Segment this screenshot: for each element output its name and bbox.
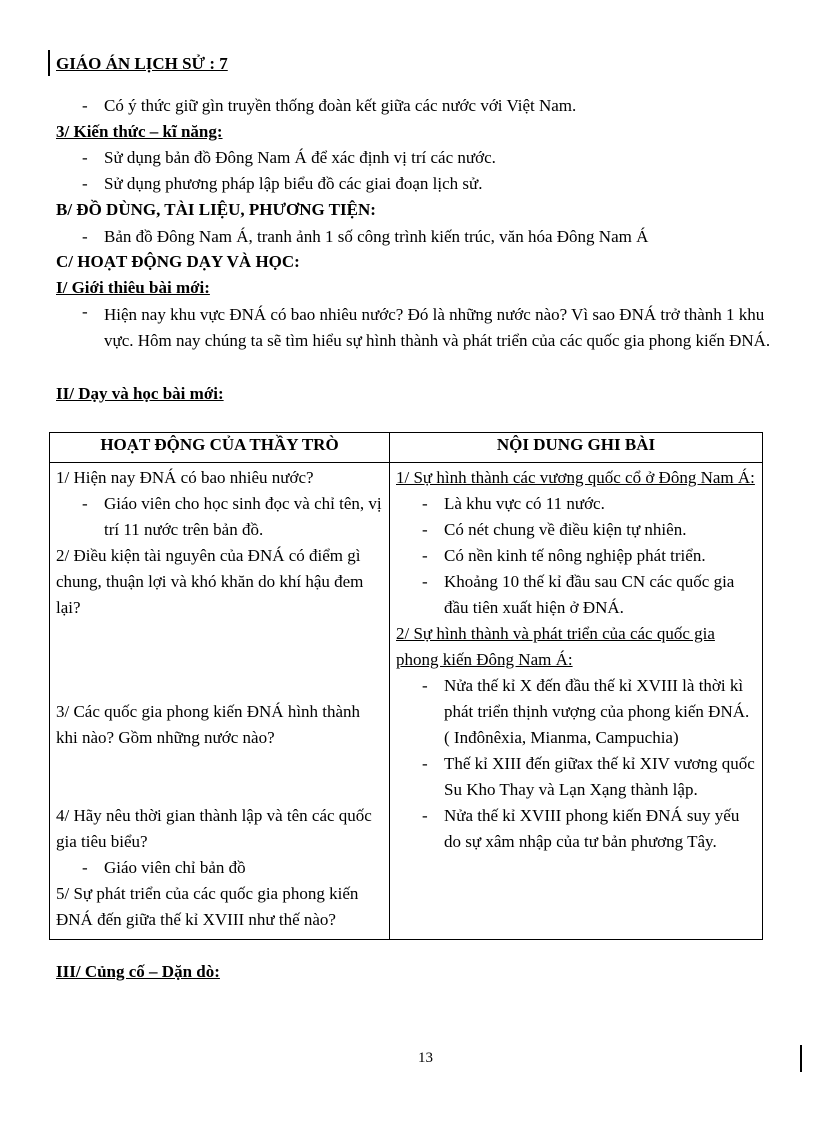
item-text: Là khu vực có 11 nước. bbox=[444, 494, 605, 513]
note-text: Giáo viên chỉ bản đồ bbox=[104, 858, 246, 877]
item-text: Khoảng 10 thế kỉ đầu sau CN các quốc gia đầu tiên xuất hiện ở ĐNÁ. bbox=[444, 572, 735, 617]
bullet-dash: - bbox=[422, 754, 428, 773]
materials-item: Bản đồ Đông Nam Á, tranh ảnh 1 số công trình kiến trúc, văn hóa Đông Nam Á bbox=[104, 227, 649, 246]
materials-heading: B/ ĐỒ DÙNG, TÀI LIỆU, PHƯƠNG TIỆN: bbox=[56, 200, 376, 219]
bullet-dash: - bbox=[422, 520, 428, 539]
bullet-dash: - bbox=[82, 96, 88, 115]
section-2-heading: 2/ Sự hình thành và phát triển của các quốc gia phong kiến Đông Nam Á: bbox=[396, 624, 715, 669]
skills-item: Sử dụng phương pháp lập biểu đồ các giai đoạn lịch sử. bbox=[104, 174, 483, 193]
bullet-dash: - bbox=[82, 148, 88, 167]
section-2-item bbox=[396, 803, 758, 855]
bullet-dash: - bbox=[82, 858, 88, 877]
question-3: 3/ Các quốc gia phong kiến ĐNÁ hình thành khi nào? Gồm những nước nào? bbox=[56, 702, 361, 747]
item-text: Nửa thế kỉ X đến đầu thế kỉ XVIII là thời kì phát triển thịnh vượng của phong kiến ĐNÁ. ( Inđônêxia, Mianma, Campuchia) bbox=[444, 676, 750, 747]
intro-bullet-text: Có ý thức giữ gìn truyền thống đoàn kết giữa các nước với Việt Nam. bbox=[104, 96, 577, 115]
item-text: Nửa thế kỉ XVIII phong kiến ĐNÁ suy yếu do sự xâm nhập của tư bản phương Tây. bbox=[444, 806, 740, 851]
review-heading: III/ Củng cố – Dặn dò: bbox=[56, 962, 220, 981]
bullet-dash: - bbox=[82, 302, 88, 321]
question-5: 5/ Sự phát triển của các quốc gia phong kiến ĐNÁ đến giữa thế kỉ XVIII như thế nào? bbox=[56, 884, 359, 929]
bullet-dash: - bbox=[82, 227, 88, 246]
item-text: Có nền kinh tế nông nghiệp phát triển. bbox=[444, 546, 706, 565]
lesson-table bbox=[49, 432, 763, 940]
question-4: 4/ Hãy nêu thời gian thành lập và tên các quốc gia tiêu biểu? bbox=[56, 806, 372, 851]
activities-cell bbox=[50, 463, 390, 940]
intro-paragraph: Hiện nay khu vực ĐNÁ có bao nhiêu nước? Đó là những nước nào? Vì sao ĐNÁ trở thành 1 khu vực. Hôm nay chúng ta sẽ tìm hiểu sự hình thành và phát triển của các quốc gia phong kiến ĐNÁ. bbox=[104, 305, 771, 350]
section-1-item bbox=[396, 543, 758, 569]
spacer bbox=[56, 751, 385, 803]
question-2: 2/ Điều kiện tài nguyên của ĐNÁ có điểm gì chung, thuận lợi và khó khăn do khí hậu đem lại? bbox=[56, 546, 364, 617]
table-row bbox=[50, 463, 763, 940]
section-1-item bbox=[396, 517, 758, 543]
bullet-dash: - bbox=[422, 806, 428, 825]
footer-right-bar bbox=[800, 1045, 802, 1072]
table-header-row bbox=[50, 433, 763, 463]
item-text: Thế kỉ XIII đến giữax thế kỉ XIV vương quốc Su Kho Thay và Lạn Xạng thành lập. bbox=[444, 754, 755, 799]
note-text: Giáo viên cho học sinh đọc và chỉ tên, vị trí 11 nước trên bản đồ. bbox=[104, 494, 382, 539]
lesson-heading: II/ Dạy và học bài mới: bbox=[56, 384, 224, 403]
bullet-dash: - bbox=[422, 676, 428, 695]
question-1: 1/ Hiện nay ĐNÁ có bao nhiêu nước? bbox=[56, 468, 314, 487]
bullet-dash: - bbox=[422, 494, 428, 513]
section-2-item bbox=[396, 751, 758, 803]
content-cell bbox=[390, 463, 763, 940]
question-4-note bbox=[56, 855, 385, 881]
header-teacher-student-activity: HOẠT ĐỘNG CỦA THẦY TRÒ bbox=[50, 433, 390, 463]
question-1-note bbox=[56, 491, 385, 543]
item-text: Có nét chung về điều kiện tự nhiên. bbox=[444, 520, 687, 539]
page-number: 13 bbox=[418, 1050, 433, 1066]
intro-heading: I/ Giới thiêu bài mới: bbox=[56, 278, 210, 297]
header-left-bar bbox=[48, 50, 50, 76]
bullet-dash: - bbox=[82, 494, 88, 513]
skills-item: Sử dụng bản đồ Đông Nam Á để xác định vị trí các nước. bbox=[104, 148, 496, 167]
section-1-item bbox=[396, 569, 758, 621]
activities-heading: C/ HOẠT ĐỘNG DẠY VÀ HỌC: bbox=[56, 252, 300, 271]
spacer bbox=[56, 621, 385, 699]
document-title: GIÁO ÁN LỊCH SỬ : 7 bbox=[56, 54, 228, 73]
header-lesson-content: NỘI DUNG GHI BÀI bbox=[390, 433, 763, 463]
skills-heading: 3/ Kiến thức – kĩ năng: bbox=[56, 122, 223, 141]
section-1-item bbox=[396, 491, 758, 517]
bullet-dash: - bbox=[422, 546, 428, 565]
section-1-heading: 1/ Sự hình thành các vương quốc cổ ở Đông Nam Á: bbox=[396, 468, 755, 487]
bullet-dash: - bbox=[422, 572, 428, 591]
bullet-dash: - bbox=[82, 174, 88, 193]
section-2-item bbox=[396, 673, 758, 751]
